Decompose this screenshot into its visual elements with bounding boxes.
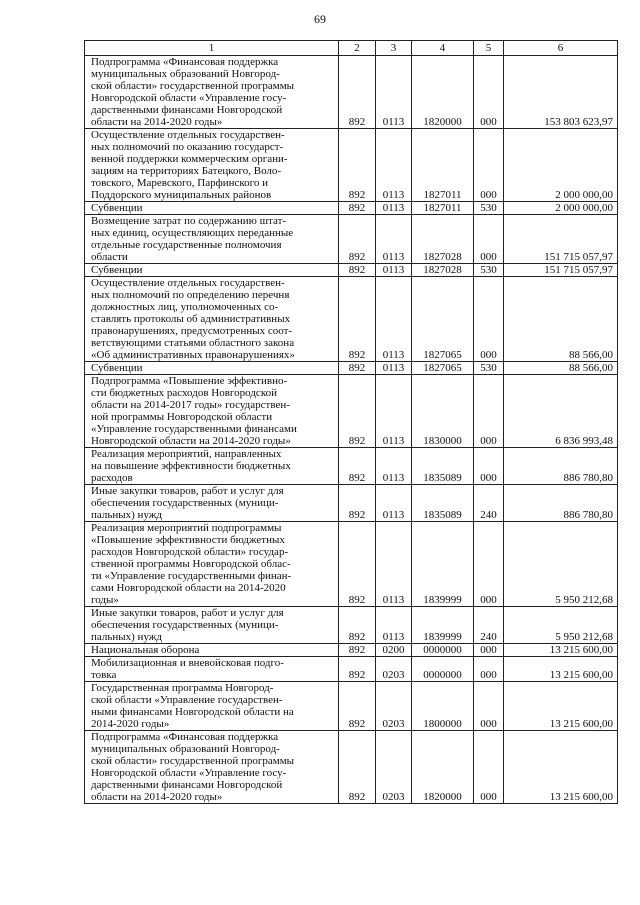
table-row [85,731,618,804]
row-amount: 5 950 212,68 [504,607,618,644]
row-section-code: 0203 [376,682,412,731]
row-description: Субвенции [85,362,339,375]
table-row [85,56,618,129]
row-section-code: 0113 [376,264,412,277]
row-ministry-code: 892 [339,202,376,215]
row-section-code: 0113 [376,448,412,485]
table-row [85,485,618,522]
row-section-code: 0200 [376,644,412,657]
row-expense-type: 530 [474,362,504,375]
table-row [85,657,618,682]
row-expense-type: 000 [474,56,504,129]
row-section-code: 0113 [376,607,412,644]
row-target-code: 0000000 [412,657,474,682]
row-section-code: 0113 [376,277,412,362]
row-target-code: 1820000 [412,56,474,129]
row-target-code: 1827011 [412,202,474,215]
row-description: Подпрограмма «Финансовая поддержка муниципальных образований Новгород- ской области» государственной программы Новгородской области «Управление госу- дарственными финансами Новгородской области на 2014-2020 годы» [85,56,339,129]
row-ministry-code: 892 [339,56,376,129]
row-amount: 6 836 993,48 [504,375,618,448]
row-target-code: 1839999 [412,522,474,607]
row-description: Возмещение затрат по содержанию штат- ных единиц, осуществляющих переданные отдельные государственные полномочия области [85,215,339,264]
row-ministry-code: 892 [339,607,376,644]
row-expense-type: 530 [474,264,504,277]
row-ministry-code: 892 [339,682,376,731]
row-expense-type: 000 [474,682,504,731]
row-section-code: 0113 [376,129,412,202]
row-ministry-code: 892 [339,448,376,485]
row-amount: 13 215 600,00 [504,682,618,731]
row-section-code: 0203 [376,657,412,682]
header-cell: 1 [85,41,339,56]
row-expense-type: 000 [474,644,504,657]
row-description: Осуществление отдельных государствен- ных полномочий по оказанию государст- венной поддержки коммерческим органи- зациям на территориях Батецкого, Воло- товского, Маревского, Парфинского и Поддорского муниципальных районов [85,129,339,202]
row-ministry-code: 892 [339,731,376,804]
row-expense-type: 000 [474,277,504,362]
table-row [85,607,618,644]
row-amount: 886 780,80 [504,485,618,522]
row-ministry-code: 892 [339,657,376,682]
row-description: Государственная программа Новгород- ской области «Управление государствен- ными финансами Новгородской области на 2014-2020 годы» [85,682,339,731]
row-ministry-code: 892 [339,375,376,448]
row-section-code: 0113 [376,375,412,448]
row-target-code: 1830000 [412,375,474,448]
row-section-code: 0203 [376,731,412,804]
row-description: Мобилизационная и вневойсковая подго- товка [85,657,339,682]
row-section-code: 0113 [376,362,412,375]
row-description: Осуществление отдельных государствен- ных полномочий по определению перечня должностных лиц, уполномоченных со- ставлять протоколы об административных правонарушениях, предусмотренных соот- ветствующими статьями областного закона «Об административных правонарушениях» [85,277,339,362]
row-target-code: 1800000 [412,682,474,731]
table-row [85,682,618,731]
row-target-code: 1827028 [412,264,474,277]
table-body [85,56,618,804]
row-description: Иные закупки товаров, работ и услуг для обеспечения государственных (муници- пальных) нужд [85,485,339,522]
row-target-code: 1839999 [412,607,474,644]
row-amount: 153 803 623,97 [504,56,618,129]
row-description: Субвенции [85,202,339,215]
row-expense-type: 000 [474,375,504,448]
header-cell: 6 [504,41,618,56]
row-amount: 13 215 600,00 [504,657,618,682]
row-ministry-code: 892 [339,644,376,657]
row-description: Реализация мероприятий подпрограммы «Повышение эффективности бюджетных расходов Новгородской области» государ- ственной программы Новгородской облас- ти «Управление государственными финан- сами Новгородской области на 2014-2020 годы» [85,522,339,607]
table-row [85,277,618,362]
row-description: Подпрограмма «Повышение эффективно- сти бюджетных расходов Новгородской области на 2014-2017 годы» государствен- ной программы Новгородской области «Управление государственными финансами Новгородской области на 2014-2020 годы» [85,375,339,448]
page-number: 69 [314,12,326,26]
row-amount: 151 715 057,97 [504,215,618,264]
header-cell: 4 [412,41,474,56]
row-expense-type: 240 [474,607,504,644]
table-row [85,264,618,277]
row-target-code: 0000000 [412,644,474,657]
row-amount: 2 000 000,00 [504,129,618,202]
row-target-code: 1827011 [412,129,474,202]
row-section-code: 0113 [376,522,412,607]
row-expense-type: 000 [474,522,504,607]
row-ministry-code: 892 [339,485,376,522]
row-description: Подпрограмма «Финансовая поддержка муниципальных образований Новгород- ской области» государственной программы Новгородской области «Управление госу- дарственными финансами Новгородской области на 2014-2020 годы» [85,731,339,804]
row-ministry-code: 892 [339,215,376,264]
table-row [85,129,618,202]
table-row [85,522,618,607]
row-amount: 88 566,00 [504,277,618,362]
table-row [85,362,618,375]
row-ministry-code: 892 [339,264,376,277]
row-description: Национальная оборона [85,644,339,657]
row-amount: 13 215 600,00 [504,644,618,657]
row-section-code: 0113 [376,202,412,215]
row-target-code: 1835089 [412,448,474,485]
row-ministry-code: 892 [339,362,376,375]
header-cell: 2 [339,41,376,56]
row-amount: 2 000 000,00 [504,202,618,215]
row-target-code: 1835089 [412,485,474,522]
row-description: Субвенции [85,264,339,277]
table-header-row [85,41,618,56]
row-section-code: 0113 [376,485,412,522]
table-row [85,202,618,215]
row-target-code: 1827028 [412,215,474,264]
row-section-code: 0113 [376,56,412,129]
row-expense-type: 240 [474,485,504,522]
budget-table [84,40,618,804]
row-amount: 886 780,80 [504,448,618,485]
row-amount: 151 715 057,97 [504,264,618,277]
row-amount: 5 950 212,68 [504,522,618,607]
table-row [85,448,618,485]
row-target-code: 1820000 [412,731,474,804]
row-expense-type: 000 [474,731,504,804]
table-row [85,375,618,448]
row-target-code: 1827065 [412,277,474,362]
row-description: Иные закупки товаров, работ и услуг для обеспечения государственных (муници- пальных) нужд [85,607,339,644]
row-expense-type: 000 [474,657,504,682]
row-ministry-code: 892 [339,277,376,362]
row-target-code: 1827065 [412,362,474,375]
row-expense-type: 000 [474,215,504,264]
row-amount: 88 566,00 [504,362,618,375]
row-amount: 13 215 600,00 [504,731,618,804]
table-row [85,644,618,657]
row-section-code: 0113 [376,215,412,264]
table-row [85,215,618,264]
row-expense-type: 000 [474,129,504,202]
row-ministry-code: 892 [339,129,376,202]
header-cell: 3 [376,41,412,56]
row-expense-type: 000 [474,448,504,485]
row-ministry-code: 892 [339,522,376,607]
row-description: Реализация мероприятий, направленных на повышение эффективности бюджетных расходов [85,448,339,485]
row-expense-type: 530 [474,202,504,215]
header-cell: 5 [474,41,504,56]
